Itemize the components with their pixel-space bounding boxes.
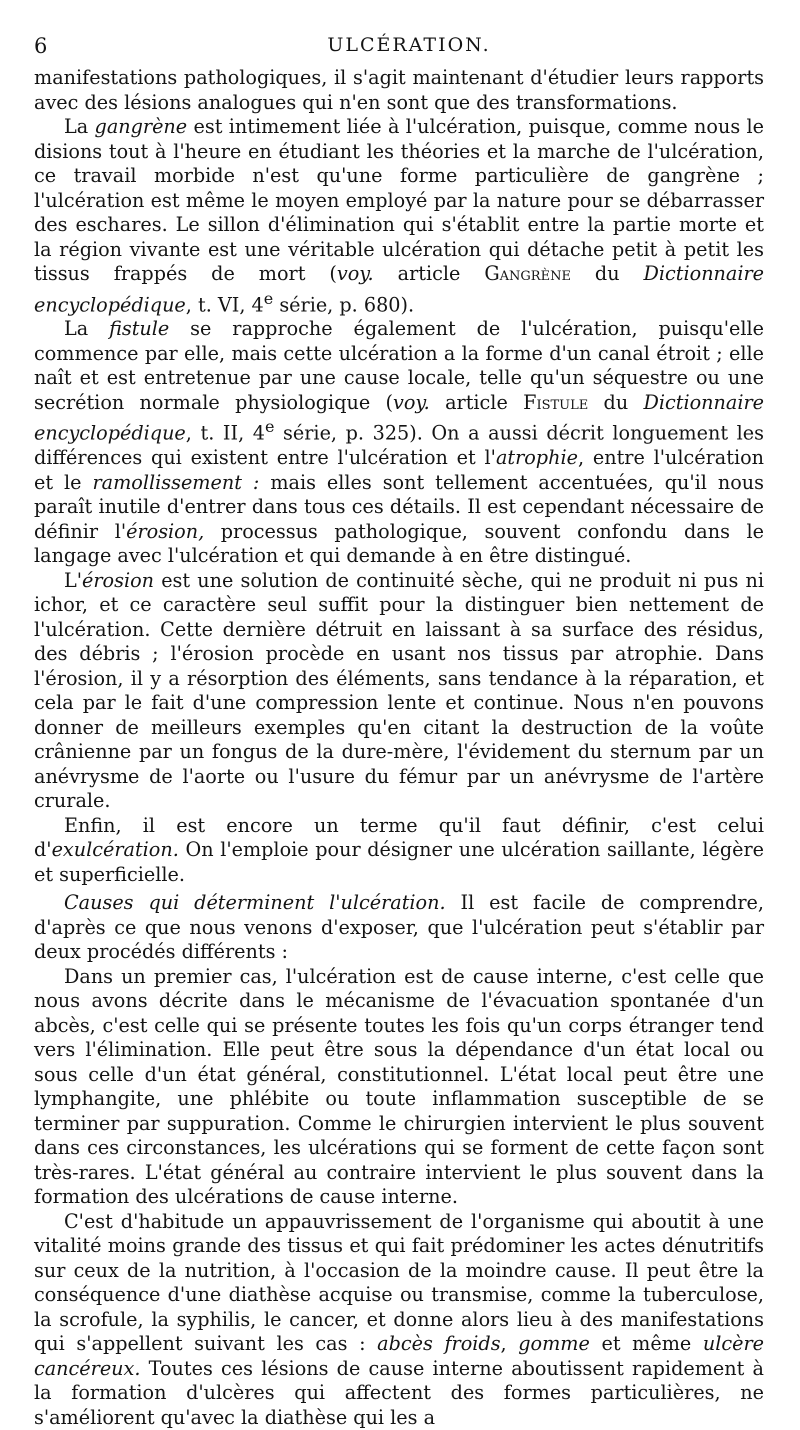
paragraph-premier-cas: Dans un premier cas, l'ulcération est de cause interne, c'est celle que nous avons décrite dans le mécanisme de l'évacuation spontanée d'un abcès, c'est celle qui se présente toutes les fois qu'un corps étranger tend vers l'élimination. Elle peut être sous la dépendance d'un état local ou sous celle d'un état général, constitutionnel. L'état local peut être une lymphangite, une phlébite ou toute inflammation susceptible de se terminer par suppuration. Comme le chirurgien intervient le plus souvent dans ces circonstances, les ulcérations qui se forment de cette façon sont très-rares. L'état général au contraire intervient le plus souvent dans la formation des ulcérations de cause interne.: [34, 964, 764, 1209]
paragraph-appauvrissement: C'est d'habitude un appauvrissement de l'organisme qui aboutit à une vitalité moins grande des tissus et qui fait prédominer les actes dénutritifs sur ceux de la nutrition, à l'occasion de la moindre cause. Il peut être la conséquence d'une diathèse acquise ou transmise, comme la tuberculose, la scrofule, la syphilis, le cancer, et donne alors lieu à des manifestations qui s'appellent suivant les cas : abcès froids, gomme et même ulcère cancéreux. Toutes ces lésions de cause interne aboutissent rapidement à la formation d'ulcères qui affectent des formes particulières, ne s'améliorent qu'avec la diathèse qui les a: [34, 1209, 764, 1429]
term-fistule: fistule: [109, 317, 170, 341]
cross-reference: Gangrène: [484, 262, 571, 285]
term-gangrene: gangrène: [94, 115, 188, 138]
paragraph-causes: Causes qui déterminent l'ulcération. Il est facile de comprendre, d'après ce que nous venons d'exposer, que l'ulcération peut s'établir par deux procédés différents :: [34, 891, 765, 964]
term-erosion: érosion: [82, 568, 155, 592]
paragraph-gangrene: La gangrène est intimement liée à l'ulcération, puisque, comme nous le disions tout à l'heure en étudiant les théories et la marche de l'ulcération, ce travail morbide n'est qu'une forme particulière de gangrène ; l'ulcération est même le moyen employé par la nature pour se débarrasser des eschares. Le sillon d'élimination qui s'établit entre la partie morte et la région vivante est une véritable ulcération qui détache petit à petit les tissus frappés de mort (voy. article Gangrène du Dictionnaire encyclopédique, t. VI, 4e série, p. 680).: [34, 115, 765, 316]
section-heading: Causes qui déterminent l'ulcération.: [64, 891, 446, 915]
running-title: ULCÉRATION.: [327, 34, 491, 56]
body-text: [34, 66, 764, 1430]
paragraph-erosion: L'érosion est une solution de continuité sèche, qui ne produit ni pus ni ichor, et ce caractère seul suffit pour la distinguer bien nettement de l'ulcération. Cette dernière détruit en laissant à sa surface des résidus, des débris ; l'érosion procède en usant nos tissus par atrophie. Dans l'érosion, il y a résorption des éléments, sans tendance à la réparation, et cela par le fait d'une compression lente et continue. Nous n'en pouvons donner de meilleurs exemples qu'en citant la destruction de la voûte crânienne par un fongus de la dure-mère, l'évidement du sternum par un anévrysme de l'aorte ou l'usure du fémur par un anévrysme de l'artère crurale.: [34, 568, 764, 813]
term-exulceration: exulcération.: [51, 838, 179, 862]
cross-reference: Fistule: [523, 390, 589, 414]
dictionary-title: Dictionnaire encyclopédique: [34, 390, 764, 445]
page-number: 6: [34, 34, 48, 58]
paragraph-exulceration: Enfin, il est encore un terme qu'il faut définir, c'est celui d'exulcération. On l'emploie pour désigner une ulcération saillante, légère et superficielle.: [34, 813, 764, 886]
dictionary-title: Dictionnaire encyclopédique: [34, 262, 765, 316]
paragraph-continuation: manifestations pathologiques, il s'agit maintenant d'étudier leurs rapports avec des lésions analogues qui n'en sont que des transformations.: [34, 66, 764, 114]
running-head: [34, 34, 764, 66]
paragraph-fistule: La fistule se rapproche également de l'ulcération, puisqu'elle commence par elle, mais cette ulcération a la forme d'un canal étroit ; elle naît et est entretenue par une cause locale, telle qu'un séquestre ou une secrétion normale physiologique (voy. article Fistule du Dictionnaire encyclopédique, t. II, 4e série, p. 325). On a aussi décrit longuement les différences qui existent entre l'ulcération et l'atrophie, entre l'ulcération et le ramollissement : mais elles sont tellement accentuées, qu'il nous paraît inutile d'entrer dans tous ces détails. Il est cependant nécessaire de définir l'érosion, processus pathologique, souvent confondu dans le langage avec l'ulcération et qui demande à en être distingué.: [34, 317, 765, 568]
